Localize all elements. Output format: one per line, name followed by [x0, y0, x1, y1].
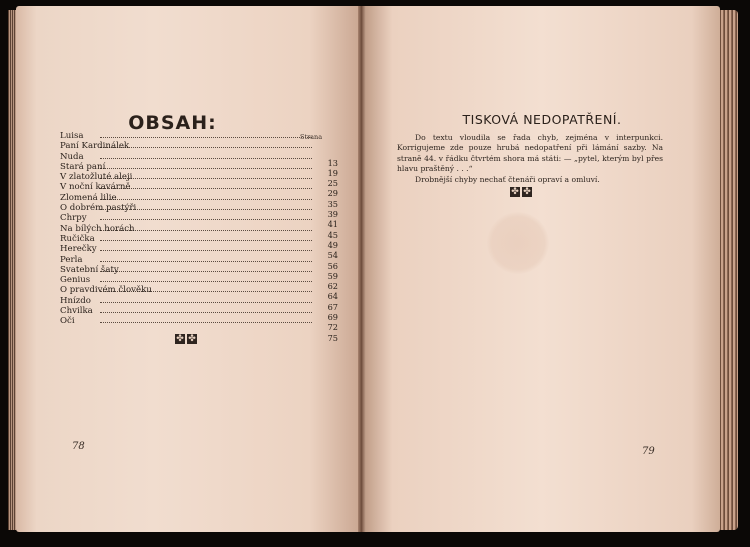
toc-entry-page: 41	[327, 219, 338, 230]
errata-paragraph: Do textu vloudila se řada chyb, zejména v interpunkci. Korrigujeme zde pouze hrubá nedopatření při lámání sazby. Na straně 44. v řádku čtvrtém shora má státi: — „pytel, kterým byl přes hlavu praštěný . . .“	[397, 133, 663, 174]
toc-entry-page: 29	[327, 188, 338, 199]
flower-ornament-icon	[510, 187, 520, 197]
toc-entry-title: Genius	[60, 275, 91, 286]
leader-dots	[100, 261, 312, 262]
toc-entry-title: Luisa	[60, 131, 84, 141]
errata-title: TISKOVÁ NEDOPATŘENÍ.	[462, 112, 622, 127]
toc-entry-title: V noční kavárně	[60, 182, 131, 193]
leader-dots	[100, 322, 312, 323]
ornament-left	[175, 334, 197, 344]
toc-entry-page: 45	[327, 229, 338, 240]
leader-dots	[100, 312, 312, 313]
book-edge-right	[720, 10, 738, 530]
toc-entry-title: Perla	[60, 254, 83, 265]
toc-list	[60, 131, 340, 343]
toc-entry-page: 62	[327, 281, 338, 292]
toc-entry-page: 67	[327, 301, 338, 312]
flower-ornament-icon	[187, 334, 197, 344]
toc-entry-title: Paní Kardinálek	[60, 141, 130, 152]
toc-title: OBSAH:	[128, 112, 217, 134]
toc-entry-page: 19	[327, 167, 338, 178]
toc-entry-title: Svatební šaty	[60, 264, 119, 275]
toc-entry-page: 75	[327, 332, 338, 343]
faded-stamp	[487, 212, 549, 274]
toc-entry-page: 39	[327, 209, 338, 220]
leader-dots	[100, 271, 312, 272]
toc-entry-page: 59	[327, 270, 338, 281]
toc-entry-title: O dobrém pastýři	[60, 203, 137, 214]
leader-dots	[100, 199, 312, 200]
toc-entry-title: Zlomená lilie	[60, 192, 117, 203]
toc-entry	[60, 327, 340, 343]
leader-dots	[100, 219, 312, 220]
toc-column-header: Strana	[300, 133, 323, 141]
toc-entry-title: Oči	[60, 316, 75, 327]
book-spine	[358, 6, 366, 532]
leader-dots	[100, 240, 312, 241]
leader-dots	[100, 147, 312, 148]
toc-entry-page: 64	[327, 291, 338, 302]
toc-entry-title: V zlatožluté aleji	[60, 172, 133, 183]
toc-entry-page: 72	[327, 322, 338, 333]
toc-entry	[60, 131, 340, 141]
leader-dots	[100, 250, 312, 251]
toc-entry-title: Ručička	[60, 233, 95, 244]
toc-entry-page: 35	[327, 198, 338, 209]
ornament-right	[510, 187, 532, 197]
leader-dots	[100, 168, 312, 169]
errata-text	[397, 133, 663, 185]
toc-entry-title: Nuda	[60, 151, 84, 162]
toc-entry-page: 49	[327, 239, 338, 250]
leader-dots	[100, 158, 312, 159]
toc-entry-page: 25	[327, 178, 338, 189]
flower-ornament-icon	[175, 334, 185, 344]
toc-entry-title: Chrpy	[60, 213, 87, 224]
errata-paragraph: Drobnější chyby nechať čtenáři opraví a omluví.	[415, 174, 600, 184]
toc-entry-page: 13	[327, 157, 338, 168]
leader-dots	[100, 137, 312, 138]
toc-entry-title: Chvilka	[60, 306, 93, 317]
toc-entry-title: Herečky	[60, 244, 97, 255]
flower-ornament-icon	[522, 187, 532, 197]
toc-entry-title: Stará paní	[60, 161, 106, 172]
toc-entry-page: 54	[327, 250, 338, 261]
toc-entry	[60, 316, 340, 333]
leader-dots	[100, 281, 312, 282]
right-page	[364, 6, 720, 532]
toc-entry-page: 69	[327, 312, 338, 323]
page-number-left: 78	[72, 441, 85, 452]
toc-entry-title: O pravdivém člověku	[60, 285, 152, 296]
page-number-right: 79	[642, 446, 655, 457]
leader-dots	[100, 302, 312, 303]
toc-entry-title: Hnízdo	[60, 295, 91, 306]
toc-entry-title: Na bílých horách	[60, 223, 135, 234]
toc-entry	[60, 141, 340, 151]
toc-entry-page: 56	[327, 260, 338, 271]
